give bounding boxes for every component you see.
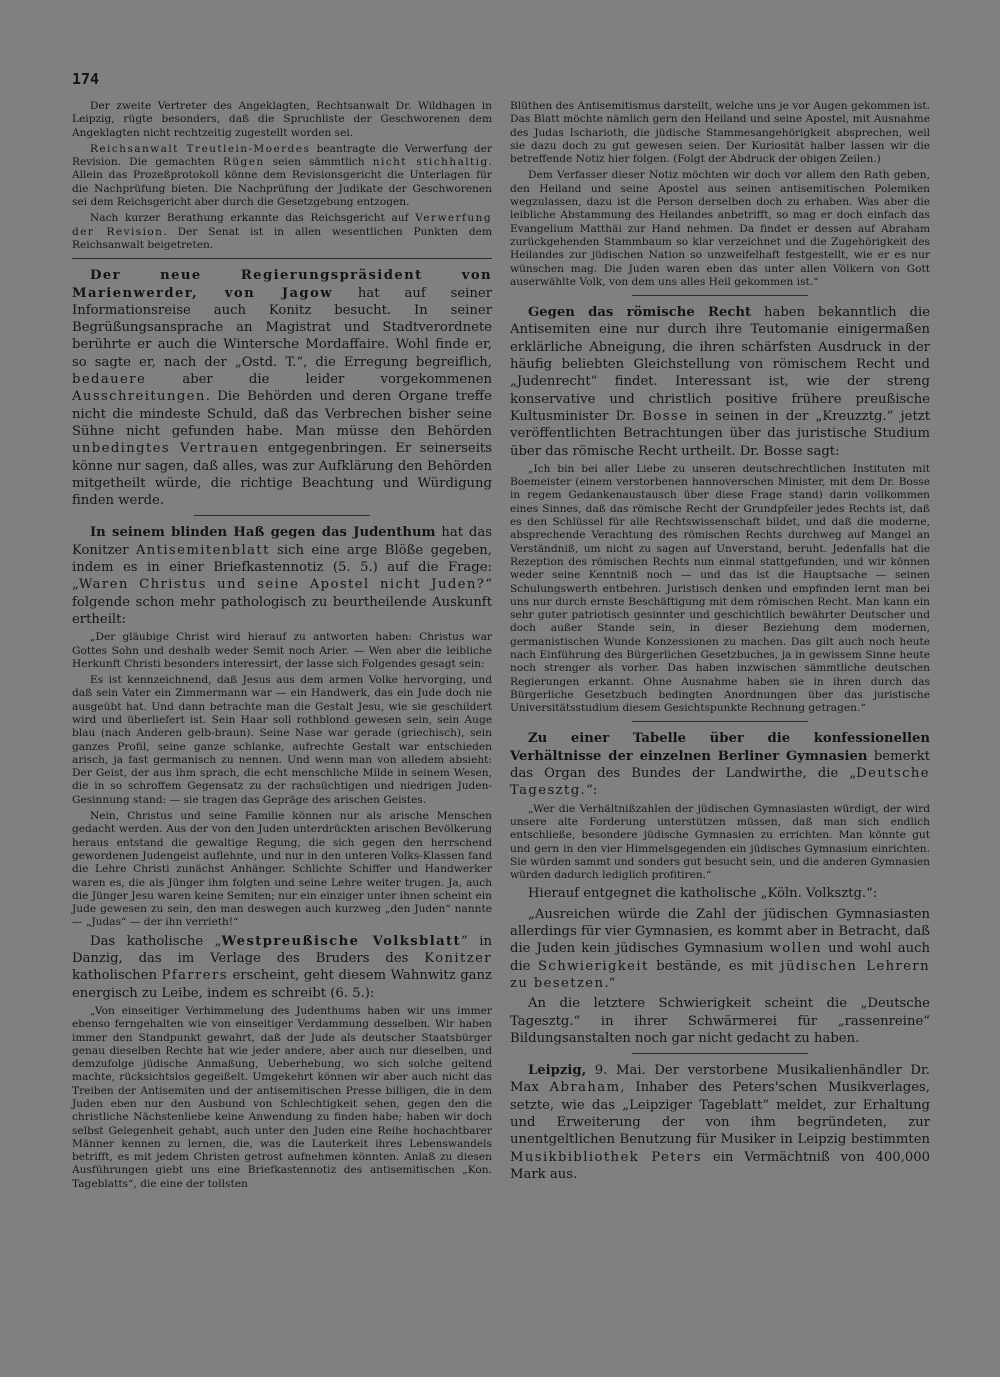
- article-paragraph: Das katholische „Westpreußische Volksblatt“ in Danzig, das im Verlage des Bruders des Konitzer katholischen Pfarrers erscheint, geht diesem Wahnwitz ganz energisch zu Leibe, indem es schreibt (6. 5.):: [72, 933, 492, 1001]
- article-lead: Der neue Regierungspräsident von Marienwerder, von Jagow: [72, 268, 492, 301]
- article-headline: Zu einer Tabelle über die konfessionellen Verhältnisse der einzelnen Berliner Gymnasien: [510, 731, 930, 764]
- quote-paragraph: Nein, Christus und seine Familie können nur als arische Menschen gedacht werden. Aus der von den Juden unterdrückten arischen Bevölkerung heraus entstand die gewaltige Regung, die sich gegen den herrschend gewordenen Judengeist auflehnte, und nur in den unteren Volks-Klassen fand die Lehre Christi zunächst Anhänger. Schlichte Schiffer und Handwerker waren es, die als Jünger ihm folgten und seine Lehre weiter trugen. Ja, auch die Jünger Jesu waren keine Semiten; nur ein einziger unter ihnen scheint ein Jude gewesen zu sein, den man deswegen auch kurzweg „den Juden“ nannte — „Judas“ — der ihn verrieth!“: [72, 810, 492, 929]
- article-paragraph: Hierauf entgegnet die katholische „Köln. Volksztg.“:: [528, 886, 878, 902]
- article-paragraph: An die letztere Schwierigkeit scheint die „Deutsche Tagesztg.“ in ihrer Schwärmerei für „rassenreine“ Bildungsanstalten noch gar nicht gedacht zu haben.: [510, 996, 930, 1046]
- quote-paragraph: Es ist kennzeichnend, daß Jesus aus dem armen Volke hervorging, und daß sein Vater ein Zimmermann war — ein Handwerk, das ein Jude doch nie ausgeübt hat. Und dann betrachte man die Gestalt Jesu, wie sie geschildert wird und überliefert ist. Sein Haar soll rothblond gewesen sein, sein Auge blau (nach Anderen gelb-braun). Seine Nase war gerade (griechisch), sein ganzes Profil, seine ganze schlanke, aufrechte Gestalt war entschieden arisch, ja fast germanisch zu nennen. Und wenn man von alledem absieht: Der Geist, der aus ihm sprach, die echt menschliche Milde in seinem Wesen, die in so schroffem Gegensatz zu der rachsüchtigen und niedrigen Juden-Gesinnung stand: — sie tragen das Gepräge des arischen Geistes.: [72, 674, 492, 806]
- article-paragraph: Reichsanwalt Treutlein-Moerdes beantragte die Verwerfung der Revision. Die gemachten Rügen seien sämmtlich nicht stichhaltig. Allein das Prozeßprotokoll könne dem Revisionsgericht die Unterlagen für die Nachprüfung bieten. Die Nachprüfung der Judikate der Geschworenen sei dem Reichsgericht aber durch die Gesetzgebung entzogen.: [72, 142, 493, 209]
- separator-rule: [632, 1053, 808, 1054]
- article-paragraph: Gegen das römische Recht haben bekanntlich die Antisemiten eine nur durch ihre Teutomanie einigermaßen erklärliche Abneigung, die ihren schärfsten Ausdruck in der häufig beliebten Gleichstellung von römischem Recht und „Judenrecht“ findet. Interessant ist, wie der streng konservative und christlich positive frühere preußische Kultusminister Dr. Bosse in seinen in der „Kreuzztg.“ jetzt veröffentlichten Betrachtungen über das juristische Studium über das römische Recht urtheilt. Dr. Bosse sagt:: [510, 305, 930, 459]
- article-paragraph: Zu einer Tabelle über die konfessionellen Verhältnisse der einzelnen Berliner Gymnasien bemerkt das Organ des Bundes der Landwirthe, die „Deutsche Tagesztg.“:: [510, 731, 930, 799]
- spaced-name: Reichsanwalt Treutlein-Moerdes: [90, 142, 311, 155]
- quote-paragraph: „Wer die Verhältnißzahlen der jüdischen Gymnasiasten würdigt, der wird unsere alte Forderung unterstützen müssen, daß man sich endlich entschließe, besondere jüdische Gymnasien zu errichten. Man könnte gut und gern in den vier Himmelsgegenden ein jüdisches Gymnasium einrichten. Sie würden sammt und sonders gut besucht sein, und die anderen Gymnasien würden dadurch lediglich profitiren.“: [510, 802, 930, 882]
- quote-paragraph: „Ich bin bei aller Liebe zu unseren deutschrechtlichen Instituten mit Boemeister (einem verstorbenen hannoverschen Minister, mit dem Dr. Bosse in regem Gedankenaustausch über diese Frage stand) darin vollkommen eines Sinnes, daß das römische Recht der Grundpfeiler jedes Rechts ist, daß es den Schlüssel für alle Rechtswissenschaft bildet, und daß die moderne, absprechende Verachtung des römischen Rechts durchweg auf Mangel an Verständniß, um nicht zu sagen auf Unverstand, beruht. Jedenfalls hat die Rezeption des römischen Rechts nun einmal stattgefunden, und wir können weder seine Kenntniß noch — und das ist die Hauptsache — seinen Schulungswerth entbehren. Juristisch denken und empfinden lernt man bei uns nur durch ernste Beschäftigung mit dem römischen Recht. Man kann ein sehr guter patriotisch gesinnter und geschichtlich bewährter Deutscher und doch außer Stande sein, in dieser Beziehung dem modernen, germanistischen Wunde Konzessionen zu machen. Das gilt auch noch heute nach Einführung des Bürgerlichen Gesetzbuches, ja in gewissem Sinne heute noch strenger als vorher. Das haben inzwischen sämmtliche deutschen Regierungen erkannt. Ohne Ausnahme haben sie in ihren durch das Bürgerliche Gesetzbuch bedingten Anordnungen über das juristische Universitätsstudium diesem Gesichtspunkte Rechnung getragen.“: [510, 462, 930, 715]
- article-headline: Leipzig,: [528, 1063, 587, 1079]
- separator-rule: [632, 721, 808, 722]
- article-paragraph: Leipzig, 9. Mai. Der verstorbene Musikalienhändler Dr. Max Abraham, Inhaber des Peters'schen Musikverlages, setzte, wie das „Leipziger Tageblatt“ meldet, zur Erhaltung und Erweiterung der von ihm begründeten, zur unentgeltlichen Benutzung für Musiker in Leipzig bestimmten Musikbibliothek Peters ein Vermächtniß von 400,000 Mark aus.: [510, 1063, 930, 1182]
- separator-rule: [632, 295, 808, 296]
- separator-rule: [72, 258, 492, 259]
- quote-paragraph: Dem Verfasser dieser Notiz möchten wir doch vor allem den Rath geben, den Heiland und seine Apostel aus seinen antisemitischen Polemiken wegzulassen, dazu ist die Person derselben doch zu erhaben. Was aber die leibliche Abstammung des Heilandes anbetrifft, so mag er doch einfach das Evangelium Matthäi zur Hand nehmen. Da findet er dessen auf Abraham zurückgehenden Stammbaum so klar verzeichnet und die Zugehörigkeit des Heilandes zur jüdischen Nation so unzweifelhaft festgestellt, wie er es nur wünschen mag. Die Juden waren eben das unter allen Völkern von Gott auserwählte Volk, von dem uns alles Heil gekommen ist.“: [510, 169, 930, 288]
- article-headline: In seinem blinden Haß gegen das Judenthum: [90, 525, 436, 541]
- left-column: [72, 100, 492, 1194]
- quote-paragraph: „Ausreichen würde die Zahl der jüdischen Gymnasiasten allerdings für vier Gymnasien, es kommt aber in Betracht, daß die Juden kein jüdisches Gymnasium wollen und wohl auch die Schwierigkeit bestände, es mit jüdischen Lehrern zu besetzen.“: [510, 906, 931, 991]
- right-column: [510, 100, 930, 1186]
- page-number: 174: [72, 70, 100, 88]
- quote-paragraph: Blüthen des Antisemitismus darstellt, welche uns je vor Augen gekommen ist. Das Blatt möchte nämlich gern den Heiland und seine Apostel, mit Ausnahme des Judas Ischarioth, die jüdische Stammesangehörigkeit absprechen, weil sie dazu doch zu gut gewesen seien. Der Kuriosität halber lassen wir die betreffende Notiz hier folgen. (Folgt der Abdruck der obigen Zeilen.): [510, 100, 930, 166]
- article-headline: Gegen das römische Recht: [528, 305, 752, 321]
- separator-rule: [194, 515, 370, 516]
- quote-paragraph: „Von einseitiger Verhimmelung des Judenthums haben wir uns immer ebenso ferngehalten wie von einseitiger Verdammung desselben. Wir haben immer den Standpunkt gewahrt, daß der Jude als deutscher Staatsbürger genau dieselben Rechte hat wie jeder andere, aber auch nur dieselben, und demzufolge jüdische Anmaßung, Ueberhebung, wo sich solche geltend machte, rücksichtslos gegeißelt. Umgekehrt können wir aber auch nicht das Treiben der Antisemiten und der antisemitischen Presse billigen, die in dem Juden eben nur den Ausbund von Schlechtigkeit sehen, gegen den die christliche Nächstenliebe keine Anwendung zu finden habe; haben wir doch selbst Gelegenheit gehabt, auch unter den Juden eine Reihe hochachtbarer Männer kennen zu lernen, die, was die Lauterkeit ihres Lebenswandels betrifft, es mit jedem Christen getrost aufnehmen könnten. Anlaß zu diesen Ausführungen giebt uns eine Briefkastennotiz des antisemitischen „Kon. Tageblatts“, die eine der tollsten: [72, 1004, 492, 1190]
- quote-paragraph: „Der gläubige Christ wird hierauf zu antworten haben: Christus war Gottes Sohn und deshalb weder Semit noch Arier. — Wen aber die leibliche Herkunft Christi besonders interessirt, der lasse sich Folgendes gesagt sein:: [72, 631, 492, 670]
- article-paragraph: Der zweite Vertreter des Angeklagten, Rechtsanwalt Dr. Wildhagen in Leipzig, rügte besonders, daß die Spruchliste der Geschworenen dem Angeklagten nicht rechtzeitig zugestellt worden sei.: [72, 100, 492, 139]
- article-paragraph: Der neue Regierungspräsident von Marienwerder, von Jagow hat auf seiner Informationsreise auch Konitz besucht. In seiner Begrüßungsansprache an Magistrat und Stadtverordnete berührte er auch die Wintersche Mordaffaire. Wohl finde er, so sagte er, nach der „Ostd. T.“, die Erregung begreiflich, bedauere aber die leider vorgekommenen Ausschreitungen. Die Behörden und deren Organe treffe nicht die mindeste Schuld, daß das Verbrechen bisher seine Sühne nicht gefunden habe. Man müsse den Behörden unbedingtes Vertrauen entgegenbringen. Er seinerseits könne nur sagen, daß alles, was zur Aufklärung den Behörden mitgetheilt würde, die richtige Beachtung und Würdigung finden werde.: [72, 268, 492, 509]
- article-paragraph: Nach kurzer Berathung erkannte das Reichsgericht auf Verwerfung der Revision. Der Senat ist in allen wesentlichen Punkten dem Reichsanwalt beigetreten.: [72, 212, 492, 251]
- article-paragraph: In seinem blinden Haß gegen das Judenthum hat das Konitzer Antisemitenblatt sich eine arge Blöße gegeben, indem es in einer Briefkastennotiz (5. 5.) auf die Frage: „Waren Christus und seine Apostel nicht Juden?“ folgende schon mehr pathologisch zu beurtheilende Auskunft ertheilt:: [72, 525, 492, 627]
